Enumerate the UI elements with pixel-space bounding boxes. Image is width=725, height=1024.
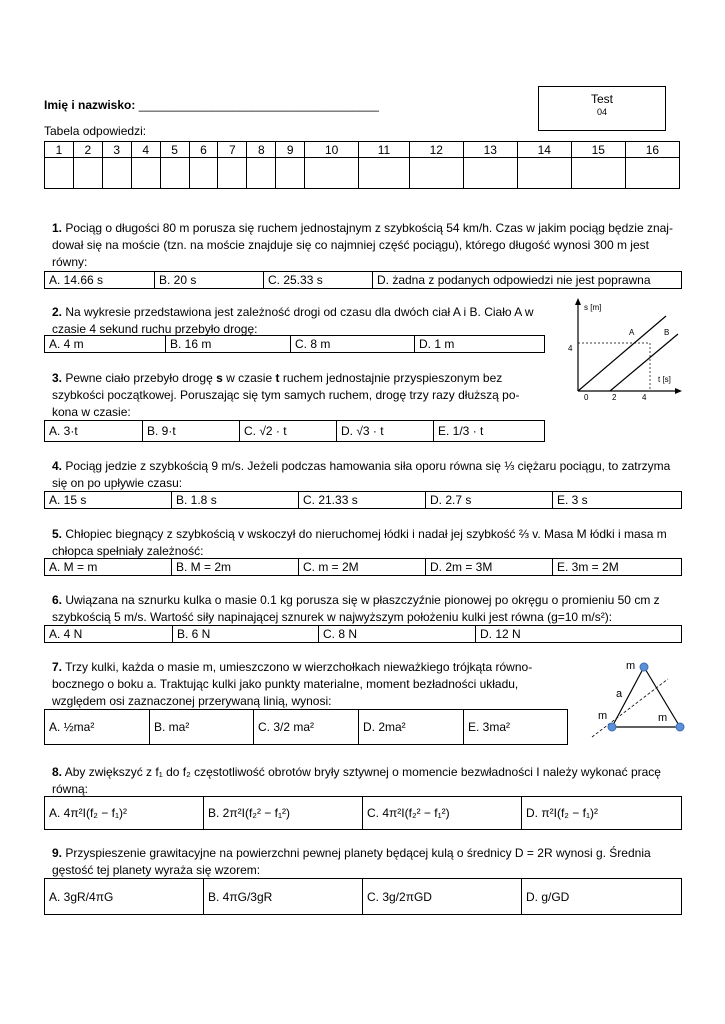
answer-number-14: 14	[517, 142, 571, 158]
q9-text: Przyspieszenie grawitacyjne na powierzchni pewnej planety będącej kulą o średnicy D = 2R wynosi g. Średnia gęstość tej planety wyraża się wzorem:	[52, 846, 651, 877]
answer-cell-10[interactable]	[305, 158, 359, 189]
q7-option-c[interactable]: C. 3/2 ma²	[254, 710, 359, 744]
q9-option-a[interactable]: A. 3gR/4πG	[45, 879, 204, 914]
answer-number-3: 3	[102, 142, 131, 158]
answer-number-9: 9	[276, 142, 305, 158]
question-3	[52, 370, 522, 421]
q3-text-3: ruchem jednostajnie przyspieszonym bez szybkości początkowej. Poruszając się tym samych ruchem, drogę trzy razy dłuższą po-kona w czasie:	[52, 371, 520, 419]
q2-option-c[interactable]: C. 8 m	[291, 336, 415, 352]
q1-number: 1.	[52, 221, 63, 235]
q3-text-1: Pewne ciało przebyło drogę	[62, 371, 217, 385]
q8-option-b[interactable]: B. 2π²I(f₂² − f₁²)	[204, 797, 363, 829]
q9-option-b[interactable]: B. 4πG/3gR	[204, 879, 363, 914]
q9-number: 9.	[52, 846, 63, 860]
answer-cell-8[interactable]	[247, 158, 276, 189]
q4-option-d[interactable]: D. 2.7 s	[426, 492, 553, 508]
q7-triangle-figure	[588, 655, 688, 743]
answer-number-2: 2	[73, 142, 102, 158]
graph-line-a	[578, 316, 666, 391]
q2-option-b[interactable]: B. 16 m	[166, 336, 291, 352]
q2-graph	[566, 296, 686, 404]
graph-x-tick-4: 4	[642, 393, 647, 402]
q7-option-a[interactable]: A. ½ma²	[45, 710, 150, 744]
answer-number-15: 15	[571, 142, 625, 158]
label-side-a: a	[616, 688, 623, 700]
answer-cell-4[interactable]	[131, 158, 160, 189]
answer-number-5: 5	[160, 142, 189, 158]
q6-option-d[interactable]: D. 12 N	[480, 627, 521, 641]
q6-option-b[interactable]: B. 6 N	[173, 626, 319, 642]
question-4	[52, 458, 682, 492]
answer-table-header-row	[45, 142, 680, 158]
graph-ylabel: s [m]	[584, 303, 602, 312]
q8-number: 8.	[52, 765, 63, 779]
answer-number-4: 4	[131, 142, 160, 158]
mass-left	[608, 723, 616, 731]
q9-option-d[interactable]: D. g/GD	[526, 889, 570, 904]
question-6	[52, 592, 682, 626]
answer-cell-9[interactable]	[276, 158, 305, 189]
name-label: Imię i nazwisko:	[44, 98, 136, 112]
q3-option-a[interactable]: A. 3·t	[45, 421, 143, 441]
q6-options	[44, 625, 682, 643]
q3-text-2: w czasie	[222, 371, 276, 385]
answer-cell-7[interactable]	[218, 158, 247, 189]
q9-option-c[interactable]: C. 3g/2πGD	[363, 879, 522, 914]
question-5	[52, 526, 682, 560]
answer-number-6: 6	[189, 142, 218, 158]
answer-cell-6[interactable]	[189, 158, 218, 189]
q2-option-d[interactable]: D. 1 m	[419, 337, 455, 351]
q1-option-a[interactable]: A. 14.66 s	[45, 272, 155, 288]
q7-option-b[interactable]: B. ma²	[150, 710, 254, 744]
q6-option-a[interactable]: A. 4 N	[45, 626, 173, 642]
q8-option-d[interactable]: D. π²I(f₂ − f₁)²	[526, 806, 598, 820]
name-field[interactable]	[44, 98, 379, 112]
q4-option-b[interactable]: B. 1.8 s	[172, 492, 299, 508]
answer-number-12: 12	[409, 142, 463, 158]
q5-options	[44, 558, 682, 576]
answer-cell-16[interactable]	[625, 158, 679, 189]
q9-options	[44, 878, 682, 915]
graph-xlabel: t [s]	[658, 375, 671, 384]
q8-option-a[interactable]: A. 4π²I(f₂ − f₁)²	[45, 797, 204, 829]
mass-top	[640, 663, 648, 671]
q5-option-b[interactable]: B. M = 2m	[172, 559, 299, 575]
answer-cell-3[interactable]	[102, 158, 131, 189]
q4-options	[44, 491, 682, 509]
graph-x-tick-0: 0	[584, 393, 589, 402]
q7-option-d[interactable]: D. 2ma²	[359, 710, 464, 744]
graph-x-arrow	[675, 388, 682, 394]
q4-option-c[interactable]: C. 21.33 s	[299, 492, 426, 508]
q3-option-e[interactable]: E. 1/3 · t	[438, 424, 484, 438]
q8-text: Aby zwiększyć z f₁ do f₂ częstotliwość obrotów bryły sztywnej o momencie bezwładności I należy wykonać pracę równą:	[52, 765, 661, 796]
q1-option-c[interactable]: C. 25.33 s	[264, 272, 373, 288]
q6-option-c[interactable]: C. 8 N	[319, 626, 476, 642]
answer-table	[44, 141, 680, 189]
q3-s: s	[216, 371, 223, 385]
answer-cell-14[interactable]	[517, 158, 571, 189]
answer-table-label: Tabela odpowiedzi:	[44, 124, 147, 138]
answer-number-11: 11	[359, 142, 410, 158]
q3-option-b[interactable]: B. 9·t	[143, 421, 240, 441]
q4-text: Pociąg jedzie z szybkością 9 m/s. Jeżeli podczas hamowania siła oporu równa się ⅓ ciężaru pociągu, to zatrzyma się on po upływie czasu:	[52, 459, 671, 490]
q2-number: 2.	[52, 305, 63, 319]
q3-number: 3.	[52, 371, 63, 385]
answer-cell-12[interactable]	[409, 158, 463, 189]
answer-cell-5[interactable]	[160, 158, 189, 189]
q7-text: Trzy kulki, każda o masie m, umieszczono w wierzchołkach nieważkiego trójkąta równo-bocznego o boku a. Traktując kulki jako punkty materialne, moment bezładności układu, względem osi zaznaczonej przerywaną linią, wynosi:	[52, 660, 533, 708]
q3-option-d[interactable]: D. √3 · t	[337, 421, 434, 441]
q5-option-e[interactable]: E. 3m = 2M	[557, 560, 619, 574]
question-8	[52, 764, 682, 798]
q2-option-a[interactable]: A. 4 m	[45, 336, 166, 352]
q8-options	[44, 796, 682, 830]
q4-number: 4.	[52, 459, 63, 473]
answer-cell-13[interactable]	[463, 158, 517, 189]
q5-option-c[interactable]: C. m = 2M	[299, 559, 426, 575]
question-7	[52, 659, 552, 710]
name-blank: ____________________________________	[138, 98, 379, 112]
answer-cell-15[interactable]	[571, 158, 625, 189]
answer-cell-1[interactable]	[45, 158, 74, 189]
q5-number: 5.	[52, 527, 63, 541]
question-2	[52, 304, 552, 338]
rotation-axis-dashed	[592, 679, 668, 737]
q4-option-a[interactable]: A. 15 s	[45, 492, 172, 508]
q5-option-d[interactable]: D. 2m = 3M	[426, 559, 553, 575]
q1-option-b[interactable]: B. 20 s	[155, 272, 264, 288]
q3-t: t	[275, 371, 280, 385]
answer-cell-11[interactable]	[359, 158, 410, 189]
q8-option-c[interactable]: C. 4π²I(f₂² − f₁²)	[363, 797, 522, 829]
q5-text: Chłopiec biegnący z szybkością v wskoczył do nieruchomej łódki i nadał jej szybkość ⅔ v. Masa M łódki i masa m chłopca spełniały zależność:	[52, 527, 667, 558]
answer-cell-2[interactable]	[73, 158, 102, 189]
label-m-left: m	[598, 710, 608, 722]
question-1	[52, 220, 682, 271]
mass-right	[676, 723, 684, 731]
q6-text: Uwiązana na sznurku kulka o masie 0.1 kg porusza się w płaszczyźnie pionowej po okręgu o promieniu 50 cm z szybkością 5 m/s. Wartość siły napinającej sznurek w najwyższym położeniu kulki jest równa (g=10 m/s²):	[52, 593, 660, 624]
q6-number: 6.	[52, 593, 63, 607]
q5-option-a[interactable]: A. M = m	[45, 559, 172, 575]
answer-number-1: 1	[45, 142, 74, 158]
q7-option-e[interactable]: E. 3ma²	[468, 720, 511, 734]
q2-text: Na wykresie przedstawiona jest zależność drogi od czasu dla dwóch ciał A i B. Ciało A w czasie 4 sekund ruchu przebyło drogę:	[52, 305, 534, 336]
graph-y-arrow	[575, 298, 581, 305]
q2-options	[44, 335, 545, 353]
q1-text: Pociąg o długości 80 m porusza się ruchem jednostajnym z szybkością 54 km/h. Czas w jakim pociąg będzie znaj-dował się na moście (tzn. na moście znajduje się co najmniej część pociągu), którego długość wynosi 300 m jest równy:	[52, 221, 673, 269]
graph-label-a: A	[629, 328, 635, 337]
test-title: Test	[590, 92, 613, 106]
label-m-top: m	[626, 660, 636, 672]
test-id-box	[538, 86, 666, 131]
answer-table-blank-row	[45, 158, 680, 189]
graph-y-tick: 4	[568, 344, 573, 353]
q7-options	[44, 709, 568, 745]
graph-label-b: B	[664, 328, 670, 337]
test-number: 04	[596, 107, 607, 117]
q3-option-c[interactable]: C. √2 · t	[240, 421, 337, 441]
answer-number-7: 7	[218, 142, 247, 158]
graph-x-tick-2: 2	[612, 393, 617, 402]
label-m-right: m	[658, 712, 668, 724]
q1-option-d[interactable]: D. żadna z podanych odpowiedzi nie jest poprawna	[377, 273, 651, 287]
answer-number-10: 10	[305, 142, 359, 158]
q3-options	[44, 420, 545, 442]
answer-number-13: 13	[463, 142, 517, 158]
q7-number: 7.	[52, 660, 63, 674]
q4-option-e[interactable]: E. 3 s	[557, 493, 588, 507]
answer-number-8: 8	[247, 142, 276, 158]
q1-options	[44, 271, 682, 289]
answer-number-16: 16	[625, 142, 679, 158]
question-9	[52, 845, 682, 879]
